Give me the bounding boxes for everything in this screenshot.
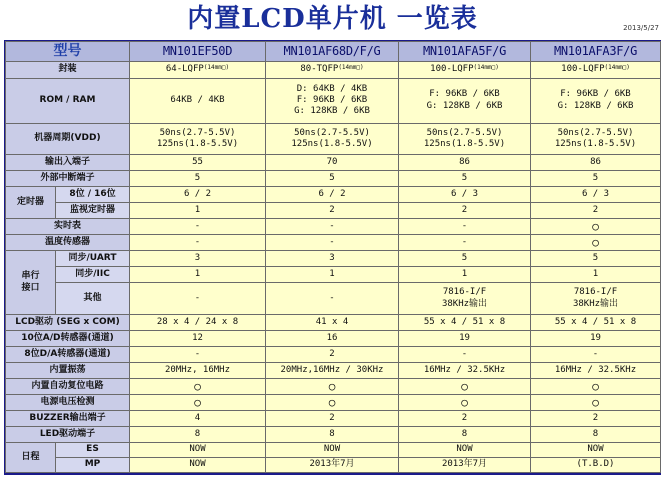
table-cell: 5 <box>531 171 661 187</box>
table-cell: 6 / 3 <box>531 187 661 203</box>
table-cell: 2 <box>266 347 399 363</box>
table-cell: 55 x 4 / 51 x 8 <box>399 315 531 331</box>
row-sublabel: 8位 / 16位 <box>56 187 130 203</box>
table-row <box>6 379 661 395</box>
row-label: 实时表 <box>6 219 130 235</box>
row-label: ROM / RAM <box>6 78 130 123</box>
table-cell: 16 <box>266 331 399 347</box>
table-row <box>6 155 661 171</box>
package-cell: 100-LQFP$^{(14mm□)}$ <box>531 61 661 78</box>
table-row <box>6 171 661 187</box>
table-row <box>6 187 661 203</box>
table-row <box>6 251 661 267</box>
row-label: 温度传感器 <box>6 235 130 251</box>
row-sublabel: MP <box>56 457 130 472</box>
table-cell: 2 <box>531 203 661 219</box>
circle-mark: ○ <box>531 379 661 395</box>
table-cell: 1 <box>266 267 399 283</box>
circle-mark: ○ <box>130 395 266 411</box>
table-cell: 5 <box>399 171 531 187</box>
table-row <box>6 315 661 331</box>
table-cell: 20MHz, 16MHz <box>130 363 266 379</box>
row-label: 外部中断端子 <box>6 171 130 187</box>
row-label: 封装 <box>6 61 130 78</box>
circle-mark: ○ <box>531 219 661 235</box>
table-row <box>6 267 661 283</box>
circle-mark: ○ <box>266 379 399 395</box>
table-row <box>6 219 661 235</box>
circle-mark: ○ <box>399 395 531 411</box>
table-cell: 19 <box>531 331 661 347</box>
row-sublabel: 同步/UART <box>56 251 130 267</box>
table-cell: 55 <box>130 155 266 171</box>
header-row <box>6 42 661 62</box>
table-cell: - <box>130 283 266 315</box>
table-cell: 2 <box>266 410 399 426</box>
row-label: LCD驱动 (SEG x COM) <box>6 315 130 331</box>
circle-mark: ○ <box>531 395 661 411</box>
table-cell: 8 <box>531 426 661 442</box>
table-cell: - <box>399 347 531 363</box>
table-cell: NOW <box>130 457 266 472</box>
table-cell: - <box>130 219 266 235</box>
table-cell: - <box>399 219 531 235</box>
page-title: 内置LCD单片机 一览表 <box>187 4 478 34</box>
table-cell: 12 <box>130 331 266 347</box>
row-label: BUZZER输出端子 <box>6 410 130 426</box>
table-cell: 1 <box>130 267 266 283</box>
model-header: MN101AFA5F/G <box>399 42 531 62</box>
table-cell: 1 <box>531 267 661 283</box>
table-cell: (T.B.D) <box>531 457 661 472</box>
circle-mark: ○ <box>531 235 661 251</box>
table-row <box>6 457 661 472</box>
row-group-label: 日程 <box>6 442 56 472</box>
table-row <box>6 363 661 379</box>
row-group-label: 串行 接口 <box>6 251 56 315</box>
cycle-cell: 50ns(2.7-5.5V) 125ns(1.8-5.5V) <box>531 123 661 155</box>
package-cell: 64-LQFP$^{(14mm□)}$ <box>130 61 266 78</box>
type-header: 型号 <box>6 42 130 62</box>
rom-ram-cell: D: 64KB / 4KB F: 96KB / 6KB G: 128KB / 6KB <box>266 78 399 123</box>
table-row <box>6 442 661 457</box>
table-cell: NOW <box>266 442 399 457</box>
table-cell: - <box>399 235 531 251</box>
table-row <box>6 395 661 411</box>
rom-ram-cell: F: 96KB / 6KB G: 128KB / 6KB <box>531 78 661 123</box>
table-cell: 19 <box>399 331 531 347</box>
table-cell: 20MHz,16MHz / 30KHz <box>266 363 399 379</box>
table-row <box>6 426 661 442</box>
rom-ram-cell: 64KB / 4KB <box>130 78 266 123</box>
spec-table <box>5 41 661 473</box>
table-cell: - <box>130 347 266 363</box>
circle-mark: ○ <box>266 395 399 411</box>
table-cell: 2 <box>399 203 531 219</box>
cycle-cell: 50ns(2.7-5.5V) 125ns(1.8-5.5V) <box>266 123 399 155</box>
table-row <box>6 61 661 78</box>
package-cell: 80-TQFP$^{(14mm□)}$ <box>266 61 399 78</box>
table-row <box>6 283 661 315</box>
row-label: 8位D/A转感器(通道) <box>6 347 130 363</box>
date-label: 2013/5/27 <box>623 24 659 32</box>
table-cell: 1 <box>130 203 266 219</box>
table-row <box>6 78 661 123</box>
table-cell: 86 <box>531 155 661 171</box>
row-label: 内置振荡 <box>6 363 130 379</box>
row-sublabel: 其他 <box>56 283 130 315</box>
table-cell: NOW <box>399 442 531 457</box>
row-label: LED驱动端子 <box>6 426 130 442</box>
package-cell: 100-LQFP$^{(14mm□)}$ <box>399 61 531 78</box>
cycle-cell: 50ns(2.7-5.5V) 125ns(1.8-5.5V) <box>399 123 531 155</box>
table-cell: 5 <box>399 251 531 267</box>
table-cell: 6 / 2 <box>130 187 266 203</box>
row-sublabel: 同步/IIC <box>56 267 130 283</box>
table-cell: 2013年7月 <box>399 457 531 472</box>
table-cell: 86 <box>399 155 531 171</box>
row-label: 10位A/D转感器(通道) <box>6 331 130 347</box>
table-cell: - <box>266 219 399 235</box>
row-group-label: 定时器 <box>6 187 56 219</box>
table-cell: 2 <box>531 410 661 426</box>
table-cell: 3 <box>130 251 266 267</box>
circle-mark: ○ <box>399 379 531 395</box>
table-cell: - <box>266 283 399 315</box>
table-cell: - <box>531 347 661 363</box>
model-header: MN101AF68D/F/G <box>266 42 399 62</box>
table-cell: NOW <box>130 442 266 457</box>
circle-mark: ○ <box>130 379 266 395</box>
row-sublabel: ES <box>56 442 130 457</box>
table-cell: 4 <box>130 410 266 426</box>
row-sublabel: 监视定时器 <box>56 203 130 219</box>
table-cell: 16MHz / 32.5KHz <box>531 363 661 379</box>
table-row <box>6 347 661 363</box>
table-cell: 8 <box>130 426 266 442</box>
model-header: MN101EF50D <box>130 42 266 62</box>
table-cell: 16MHz / 32.5KHz <box>399 363 531 379</box>
table-cell: 2 <box>399 410 531 426</box>
cycle-cell: 50ns(2.7-5.5V) 125ns(1.8-5.5V) <box>130 123 266 155</box>
table-cell: 5 <box>266 171 399 187</box>
table-cell: 6 / 2 <box>266 187 399 203</box>
table-cell: 70 <box>266 155 399 171</box>
table-row <box>6 235 661 251</box>
table-cell: 1 <box>399 267 531 283</box>
row-label: 输出入端子 <box>6 155 130 171</box>
table-cell: 41 x 4 <box>266 315 399 331</box>
rom-ram-cell: F: 96KB / 6KB G: 128KB / 6KB <box>399 78 531 123</box>
table-cell: 6 / 3 <box>399 187 531 203</box>
table-cell: 8 <box>399 426 531 442</box>
table-cell: 3 <box>266 251 399 267</box>
table-cell: 55 x 4 / 51 x 8 <box>531 315 661 331</box>
table-cell: 5 <box>130 171 266 187</box>
table-cell: 2013年7月 <box>266 457 399 472</box>
table-cell: - <box>266 235 399 251</box>
table-cell: 7816-I/F 38KHz输出 <box>399 283 531 315</box>
table-row <box>6 410 661 426</box>
table-row <box>6 203 661 219</box>
table-cell: 28 x 4 / 24 x 8 <box>130 315 266 331</box>
table-row <box>6 331 661 347</box>
row-label: 电源电压检测 <box>6 395 130 411</box>
table-cell: - <box>130 235 266 251</box>
model-header: MN101AFA3F/G <box>531 42 661 62</box>
table-cell: 5 <box>531 251 661 267</box>
table-cell: 7816-I/F 38KHz输出 <box>531 283 661 315</box>
table-cell: 8 <box>266 426 399 442</box>
row-label: 内置自动复位电路 <box>6 379 130 395</box>
table-cell: NOW <box>531 442 661 457</box>
row-label: 机器周期(VDD) <box>6 123 130 155</box>
table-row <box>6 123 661 155</box>
table-cell: 2 <box>266 203 399 219</box>
